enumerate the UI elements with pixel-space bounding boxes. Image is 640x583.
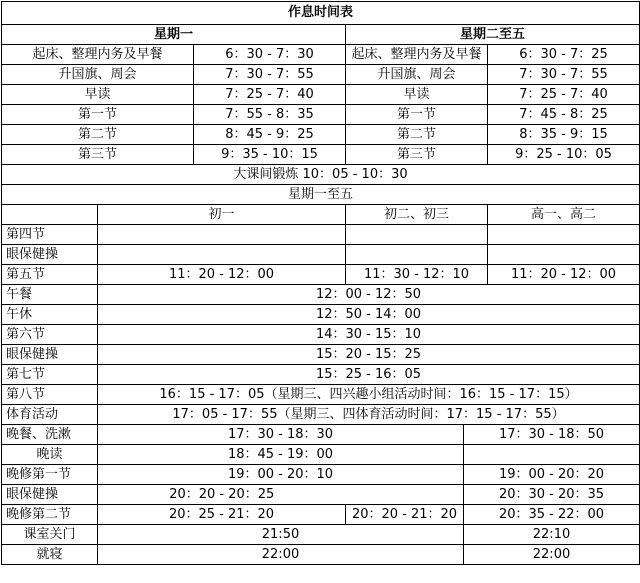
period-row [2, 405, 640, 425]
morning-row [2, 85, 640, 105]
cell-h12: 11：20 - 12：00 [488, 265, 640, 285]
mon-time: 7：30 - 7：55 [194, 65, 346, 85]
tf-time: 8：35 - 9：15 [488, 125, 640, 145]
row-label: 眼保健操 [2, 345, 98, 365]
row-label: 就寝 [2, 545, 98, 565]
period-row [2, 345, 640, 365]
period-row [2, 385, 640, 405]
row-label: 午休 [2, 305, 98, 325]
tf-label: 早读 [346, 85, 488, 105]
time-junior: 22:00 [98, 545, 464, 565]
time-senior: 22:00 [464, 545, 640, 565]
row-label: 眼保健操 [2, 485, 98, 505]
time-junior: 19：00 - 20：10 [98, 465, 464, 485]
mon-time: 7：55 - 8：35 [194, 105, 346, 125]
row-time: 12：50 - 14：00 [98, 305, 640, 325]
row-label: 第四节 [2, 225, 98, 245]
cell-g1 [98, 225, 346, 245]
grade-h12: 高一、高二 [488, 205, 640, 225]
morning-row [2, 105, 640, 125]
tf-time: 9：25 - 10：05 [488, 145, 640, 165]
time-senior: 20：30 - 20：35 [464, 485, 640, 505]
row-time: 15：25 - 16：05 [98, 365, 640, 385]
grade-g1: 初一 [98, 205, 346, 225]
exercise-text: 大课间锻炼 10：05 - 10：30 [2, 165, 640, 185]
mon-label: 第三节 [2, 145, 194, 165]
exercise-row [2, 165, 640, 185]
cell-h12 [488, 245, 640, 265]
period-row [2, 365, 640, 385]
period-row [2, 245, 640, 265]
cell-g1: 11：20 - 12：00 [98, 265, 346, 285]
row-time: 12：00 - 12：50 [98, 285, 640, 305]
grade-header-row [2, 205, 640, 225]
tf-time: 7：30 - 7：55 [488, 65, 640, 85]
tf-time: 7：25 - 7：40 [488, 85, 640, 105]
period-row [2, 265, 640, 285]
row-label: 第六节 [2, 325, 98, 345]
evening-row [2, 545, 640, 565]
evening-row [2, 505, 640, 525]
cell-g1 [98, 245, 346, 265]
evening-row [2, 525, 640, 545]
row-time: 14：30 - 15：10 [98, 325, 640, 345]
grade-g23: 初二、初三 [346, 205, 488, 225]
cell-g23: 11：30 - 12：10 [346, 265, 488, 285]
mon-label: 升国旗、周会 [2, 65, 194, 85]
evening-row [2, 485, 640, 505]
row-label: 课室关门 [2, 525, 98, 545]
row-time: 17：05 - 17：55（星期三、四体育活动时间：17：15 - 17：55） [98, 405, 640, 425]
row-label: 晚修第一节 [2, 465, 98, 485]
tf-label: 升国旗、周会 [346, 65, 488, 85]
row-time: 16：15 - 17：05（星期三、四兴趣小组活动时间：16：15 - 17：15） [98, 385, 640, 405]
time-senior: 19：00 - 20：20 [464, 465, 640, 485]
row-label: 第七节 [2, 365, 98, 385]
row-label: 体育活动 [2, 405, 98, 425]
time-junior: 20：25 - 21：20 [98, 505, 346, 525]
time-senior: 17：30 - 18：50 [464, 425, 640, 445]
mon-time: 9：35 - 10：15 [194, 145, 346, 165]
day-header-row [2, 25, 640, 45]
morning-row [2, 65, 640, 85]
tue-fri-header: 星期二至五 [346, 25, 640, 45]
time-senior [464, 445, 640, 465]
mon-label: 早读 [2, 85, 194, 105]
mon-time: 7：25 - 7：40 [194, 85, 346, 105]
row-label: 第八节 [2, 385, 98, 405]
evening-row [2, 425, 640, 445]
timetable [1, 1, 640, 565]
monday-header: 星期一 [2, 25, 346, 45]
tf-time: 7：45 - 8：25 [488, 105, 640, 125]
time-senior: 22:10 [464, 525, 640, 545]
mon-label: 起床、整理内务及早餐 [2, 45, 194, 65]
time-mid: 20：20 - 21：20 [346, 505, 464, 525]
empty-corner [2, 205, 98, 225]
row-label: 晚修第二节 [2, 505, 98, 525]
row-label: 眼保健操 [2, 245, 98, 265]
time-junior: 17：30 - 18：30 [98, 425, 464, 445]
period-row [2, 325, 640, 345]
week-range: 星期一至五 [2, 185, 640, 205]
cell-g23 [346, 225, 488, 245]
tf-label: 起床、整理内务及早餐 [346, 45, 488, 65]
tf-label: 第一节 [346, 105, 488, 125]
tf-time: 6：30 - 7：25 [488, 45, 640, 65]
evening-row [2, 445, 640, 465]
timetable-sheet [1, 1, 639, 581]
evening-row [2, 465, 640, 485]
morning-row [2, 145, 640, 165]
time-senior: 20：35 - 22：00 [464, 505, 640, 525]
time-mid [346, 485, 464, 505]
row-label: 晚读 [2, 445, 98, 465]
week-range-row [2, 185, 640, 205]
period-row [2, 305, 640, 325]
morning-row [2, 45, 640, 65]
morning-row [2, 125, 640, 145]
period-row [2, 225, 640, 245]
sheet-title: 作息时间表 [2, 2, 640, 25]
mon-time: 8：45 - 9：25 [194, 125, 346, 145]
row-label: 午餐 [2, 285, 98, 305]
time-junior: 21:50 [98, 525, 464, 545]
cell-h12 [488, 225, 640, 245]
period-row [2, 285, 640, 305]
row-time: 15：20 - 15：25 [98, 345, 640, 365]
tf-label: 第三节 [346, 145, 488, 165]
mon-time: 6：30 - 7：30 [194, 45, 346, 65]
cell-g23 [346, 245, 488, 265]
row-label: 第五节 [2, 265, 98, 285]
title-row [2, 2, 640, 25]
time-junior: 18：45 - 19：00 [98, 445, 464, 465]
time-junior: 20：20 - 20：25 [98, 485, 346, 505]
mon-label: 第一节 [2, 105, 194, 125]
row-label: 晚餐、洗漱 [2, 425, 98, 445]
tf-label: 第二节 [346, 125, 488, 145]
mon-label: 第二节 [2, 125, 194, 145]
